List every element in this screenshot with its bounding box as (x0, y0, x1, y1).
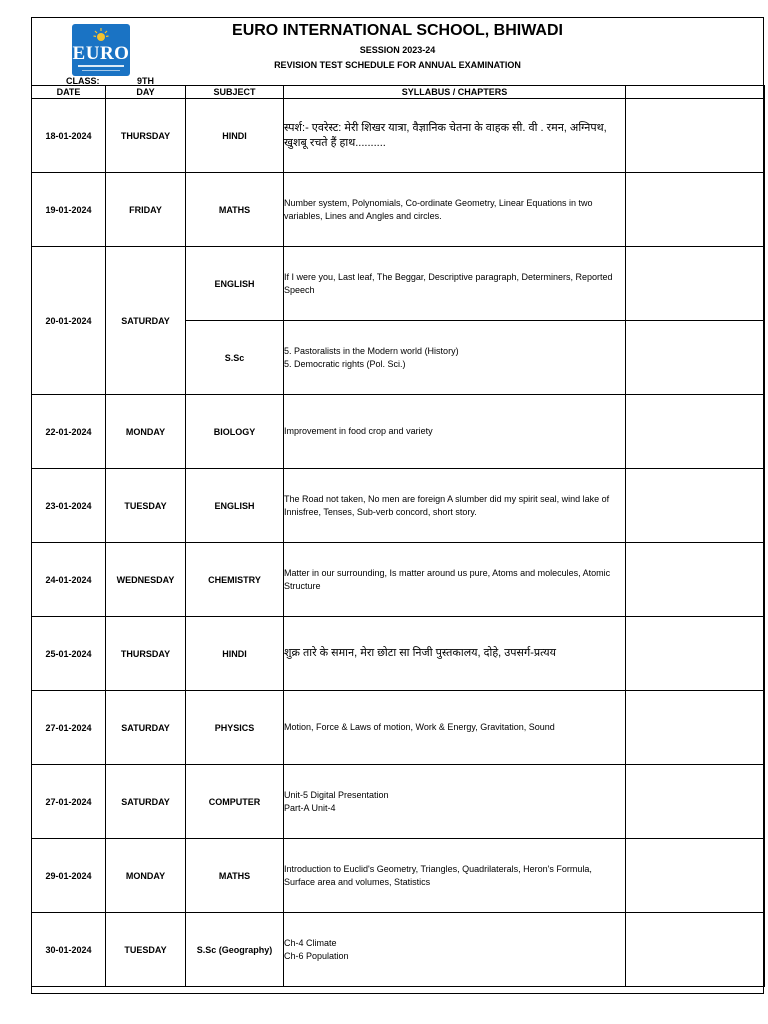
table-row (32, 173, 765, 247)
date-cell: 29-01-2024 (32, 839, 106, 913)
table-row (32, 617, 765, 691)
logo-underline-thin (82, 70, 120, 71)
date-cell: 27-01-2024 (32, 691, 106, 765)
blank-cell (626, 321, 765, 395)
blank-cell (626, 839, 765, 913)
day-cell: TUESDAY (106, 469, 186, 543)
blank-cell (626, 247, 765, 321)
subject-cell: MATHS (186, 839, 284, 913)
subject-cell: CHEMISTRY (186, 543, 284, 617)
syllabus-cell: Number system, Polynomials, Co-ordinate Geometry, Linear Equations in two variables, Lines and Angles and circles. (284, 173, 626, 247)
date-cell: 20-01-2024 (32, 247, 106, 395)
date-cell: 27-01-2024 (32, 765, 106, 839)
syllabus-cell: Motion, Force & Laws of motion, Work & Energy, Gravitation, Sound (284, 691, 626, 765)
day-cell: WEDNESDAY (106, 543, 186, 617)
col-header-date: DATE (32, 86, 106, 99)
subject-cell: HINDI (186, 617, 284, 691)
subject-cell: HINDI (186, 99, 284, 173)
blank-cell (626, 765, 765, 839)
table-row (32, 469, 765, 543)
syllabus-cell: Matter in our surrounding, Is matter around us pure, Atoms and molecules, Atomic Structure (284, 543, 626, 617)
table-row (32, 765, 765, 839)
subject-cell: MATHS (186, 173, 284, 247)
class-label: CLASS: (66, 76, 100, 86)
subject-cell: ENGLISH (186, 247, 284, 321)
table-row (32, 99, 765, 173)
subject-cell: S.Sc (186, 321, 284, 395)
blank-cell (626, 617, 765, 691)
syllabus-cell: If I were you, Last leaf, The Beggar, Descriptive paragraph, Determiners, Reported Speech (284, 247, 626, 321)
day-cell: TUESDAY (106, 913, 186, 987)
table-row (32, 247, 765, 321)
syllabus-cell: The Road not taken, No men are foreign A slumber did my spirit seal, wind lake of Innisfree, Tenses, Sub-verb concord, short story. (284, 469, 626, 543)
schedule-table (31, 85, 765, 987)
schedule-title: REVISION TEST SCHEDULE FOR ANNUAL EXAMINATION (274, 60, 521, 70)
blank-cell (626, 469, 765, 543)
col-header-syllabus: SYLLABUS / CHAPTERS (284, 86, 626, 99)
day-cell: SATURDAY (106, 247, 186, 395)
date-cell: 23-01-2024 (32, 469, 106, 543)
subject-cell: ENGLISH (186, 469, 284, 543)
subject-cell: PHYSICS (186, 691, 284, 765)
subject-cell: COMPUTER (186, 765, 284, 839)
day-cell: SATURDAY (106, 765, 186, 839)
col-header-subject: SUBJECT (186, 86, 284, 99)
table-row (32, 913, 765, 987)
date-cell: 22-01-2024 (32, 395, 106, 469)
syllabus-cell: 5. Pastoralists in the Modern world (History) 5. Democratic rights (Pol. Sci.) (284, 321, 626, 395)
blank-cell (626, 691, 765, 765)
blank-cell (626, 913, 765, 987)
syllabus-cell: Improvement in food crop and variety (284, 395, 626, 469)
subject-cell: BIOLOGY (186, 395, 284, 469)
blank-cell (626, 99, 765, 173)
blank-cell (626, 543, 765, 617)
table-row (32, 395, 765, 469)
session-label: SESSION 2023-24 (359, 45, 436, 55)
day-cell: THURSDAY (106, 99, 186, 173)
syllabus-cell: Ch-4 Climate Ch-6 Population (284, 913, 626, 987)
table-row (32, 691, 765, 765)
logo-text: EURO (72, 43, 130, 64)
table-header-row (32, 86, 765, 99)
school-name: EURO INTERNATIONAL SCHOOL, BHIWADI (232, 22, 563, 39)
syllabus-cell: शुक्र तारे के समान, मेरा छोटा सा निजी पुस्तकालय, दोहे, उपसर्ग-प्रत्यय (284, 617, 626, 691)
date-cell: 25-01-2024 (32, 617, 106, 691)
col-header-extra (626, 86, 765, 99)
day-cell: MONDAY (106, 839, 186, 913)
syllabus-cell: Unit-5 Digital Presentation Part-A Unit-4 (284, 765, 626, 839)
date-cell: 19-01-2024 (32, 173, 106, 247)
blank-cell (626, 173, 765, 247)
syllabus-cell: Introduction to Euclid's Geometry, Triangles, Quadrilaterals, Heron's Formula, Surface area and volumes, Statistics (284, 839, 626, 913)
date-cell: 18-01-2024 (32, 99, 106, 173)
subject-cell: S.Sc (Geography) (186, 913, 284, 987)
class-value: 9TH (137, 76, 155, 86)
col-header-day: DAY (106, 86, 186, 99)
day-cell: FRIDAY (106, 173, 186, 247)
day-cell: THURSDAY (106, 617, 186, 691)
date-cell: 24-01-2024 (32, 543, 106, 617)
table-row (32, 839, 765, 913)
day-cell: MONDAY (106, 395, 186, 469)
blank-cell (626, 395, 765, 469)
date-cell: 30-01-2024 (32, 913, 106, 987)
syllabus-cell: स्पर्श:- एवरेस्ट: मेरी शिखर यात्रा, वैज्ञानिक चेतना के वाहक सी. वी . रमन, अग्निपथ, खुशबू रचते हैं हाथ.......... (284, 99, 626, 173)
table-row (32, 543, 765, 617)
day-cell: SATURDAY (106, 691, 186, 765)
